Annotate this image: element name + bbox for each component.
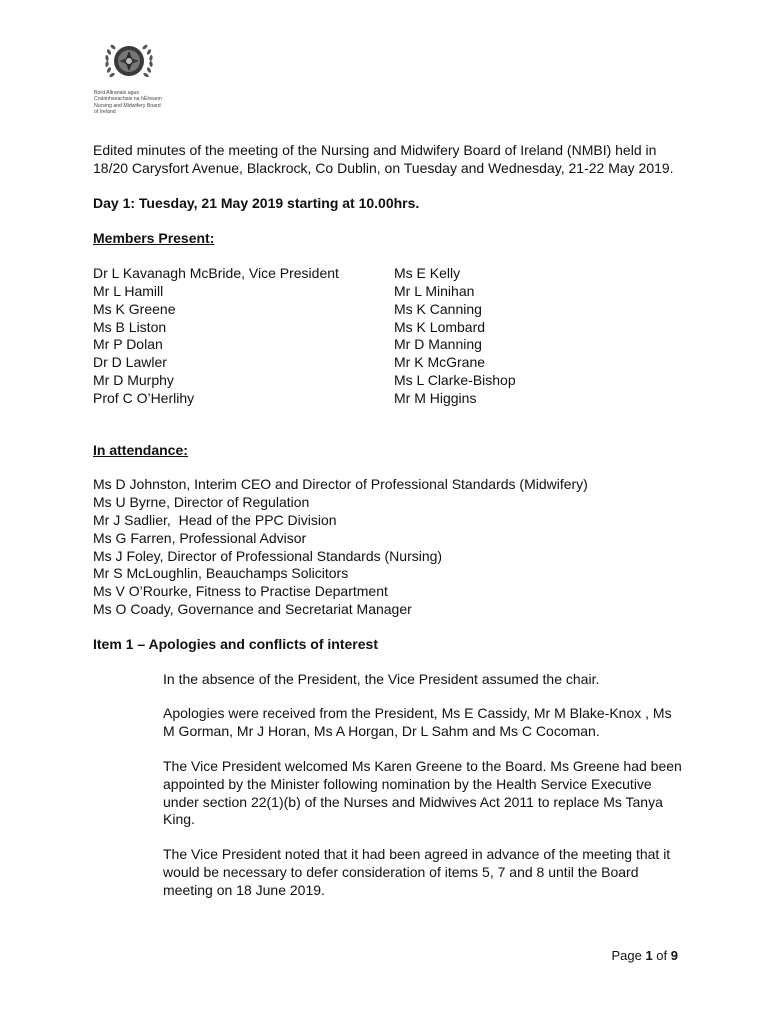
attendance-heading: In attendance: <box>93 441 188 458</box>
item1-paragraph: Apologies were received from the President, Ms E Cassidy, Mr M Blake-Knox , Ms M Gorman, Mr J Horan, Ms A Horgan, Dr L Sahm and Ms C Cocoman. <box>163 705 672 740</box>
member-name: Ms K Greene <box>93 300 176 317</box>
attendee: Ms G Farren, Professional Advisor <box>93 529 307 546</box>
item1-paragraph: In the absence of the President, the Vice President assumed the chair. <box>163 670 600 687</box>
member-name: Mr D Murphy <box>93 371 174 388</box>
item1-paragraph: The Vice President noted that it had been agreed in advance of the meeting that it would be necessary to defer consideration of items 5, 7 and 8 until the Board meeting on 18 June 2019. <box>163 846 671 898</box>
members-column-right <box>394 265 684 407</box>
logo-line-4: of Ireland <box>94 109 116 116</box>
members-list <box>93 265 693 407</box>
item1-body <box>163 671 683 900</box>
attendee: Mr S McLoughlin, Beauchamps Solicitors <box>93 565 349 582</box>
attendee: Ms D Johnston, Interim CEO and Director of Professional Standards (Midwifery) <box>93 476 588 493</box>
logo-line-2: Cnáimhseachais na hÉireann <box>94 96 162 103</box>
attendee: Mr J Sadlier, Head of the PPC Division <box>93 511 337 528</box>
member-name: Ms E Kelly <box>394 265 461 282</box>
of-label: of <box>656 948 668 963</box>
member-name: Prof C O’Herlihy <box>93 389 195 406</box>
day-heading: Day 1: Tuesday, 21 May 2019 starting at 10.00hrs. <box>93 194 420 211</box>
member-name: Dr D Lawler <box>93 354 167 371</box>
item1-paragraph: The Vice President welcomed Ms Karen Greene to the Board. Ms Greene had been appointed by the Minister following nomination by the Health Service Executive under section 22(1)(b) of the Nurses and Midwives Act 2011 to replace Ms Tanya King. <box>163 757 682 828</box>
page-footer <box>611 948 678 963</box>
member-name: Mr K McGrane <box>394 354 486 371</box>
member-name: Dr L Kavanagh McBride, Vice President <box>93 265 339 282</box>
attendance-list <box>93 476 693 618</box>
attendee: Ms V O’Rourke, Fitness to Practise Department <box>93 583 388 600</box>
page-total: 9 <box>670 948 678 963</box>
document-body <box>93 140 693 900</box>
members-column-left <box>93 265 394 407</box>
logo-line-3: Nursing and Midwifery Board <box>94 102 161 109</box>
member-name: Mr D Manning <box>394 336 482 353</box>
member-name: Ms L Clarke-Bishop <box>394 371 516 388</box>
logo-line-1: Bord Altranais agus <box>94 90 139 96</box>
attendee: Ms J Foley, Director of Professional Standards (Nursing) <box>93 547 443 564</box>
nmbi-logo <box>90 40 180 120</box>
member-name: Ms K Lombard <box>394 318 486 335</box>
page-current: 1 <box>645 948 653 963</box>
attendee: Ms O Coady, Governance and Secretariat Manager <box>93 600 412 617</box>
attendee: Ms U Byrne, Director of Regulation <box>93 494 310 511</box>
member-name: Mr L Minihan <box>394 282 475 299</box>
nmbi-seal-icon <box>100 40 170 86</box>
member-name: Mr P Dolan <box>93 336 163 353</box>
member-name: Ms K Canning <box>394 300 482 317</box>
page-label: Page <box>611 948 642 963</box>
member-name: Mr L Hamill <box>93 282 164 299</box>
intro-paragraph: Edited minutes of the meeting of the Nursing and Midwifery Board of Ireland (NMBI) held in 18/20 Carysfort Avenue, Blackrock, Co Dublin, on Tuesday and Wednesday, 21-22 May 2019. <box>93 142 674 176</box>
member-name: Ms B Liston <box>93 318 167 335</box>
item1-heading: Item 1 – Apologies and conflicts of interest <box>93 635 378 652</box>
members-heading: Members Present: <box>93 230 215 247</box>
member-name: Mr M Higgins <box>394 389 477 406</box>
